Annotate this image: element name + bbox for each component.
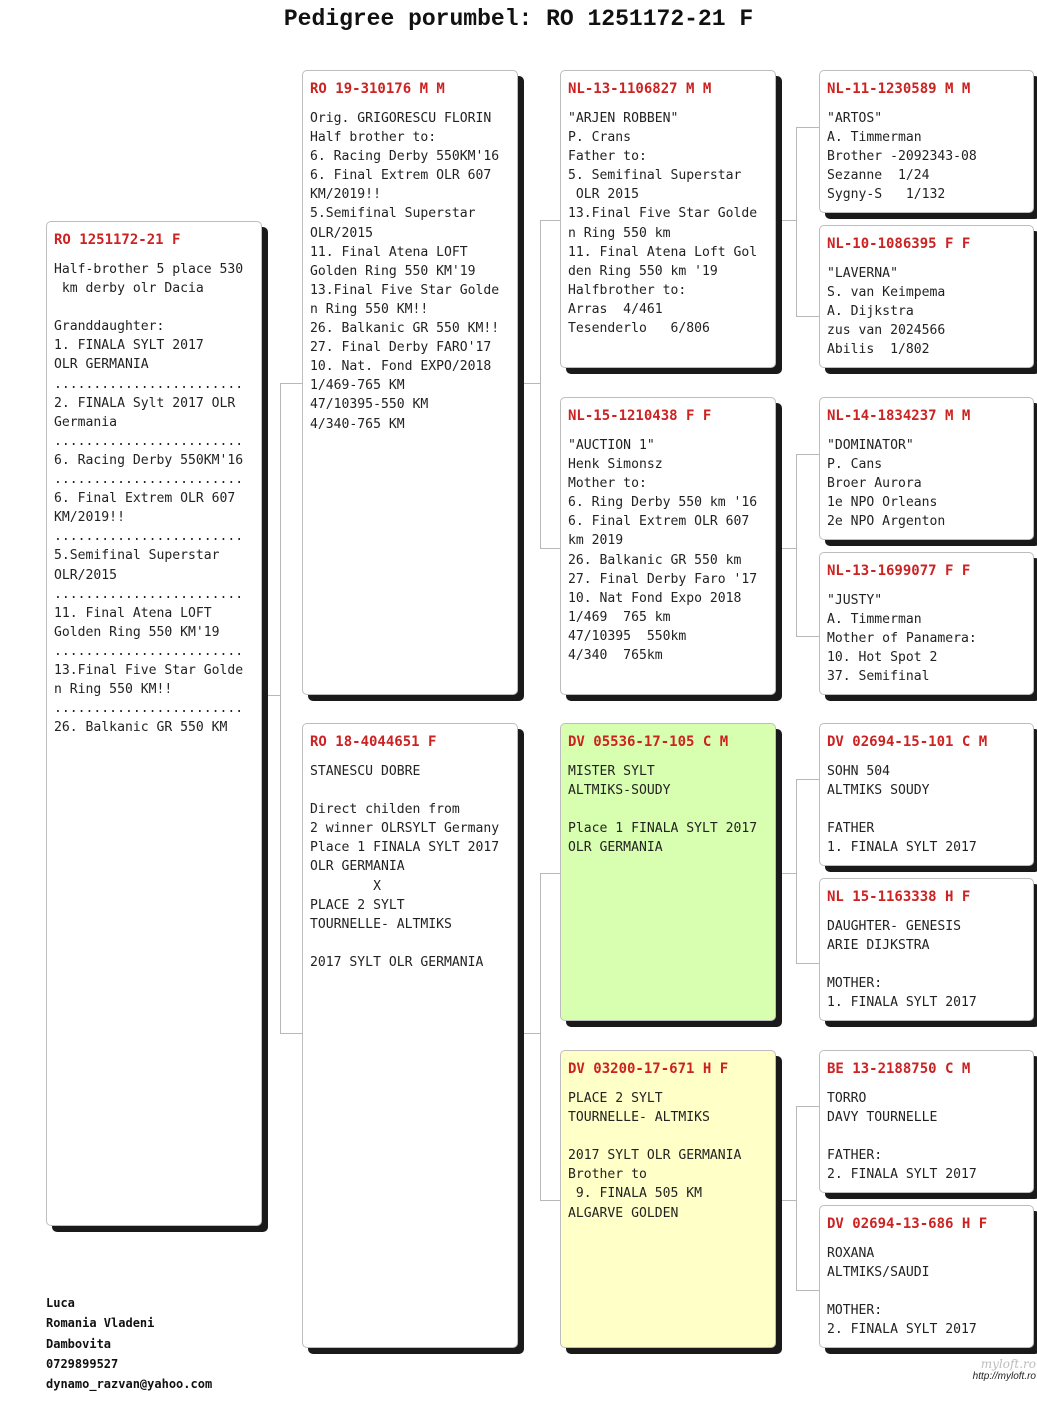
connector: [540, 873, 541, 1200]
ring-number: RO 18-4044651 F: [310, 734, 437, 750]
sire-dam-card: [560, 397, 776, 695]
detail-line: ........................: [54, 472, 244, 488]
detail-line: [568, 800, 768, 819]
pigeon-details: [827, 917, 1026, 1012]
detail-line: n Ring 550 km: [568, 225, 671, 241]
detail-line: Golden Ring 550 KM'19: [310, 263, 476, 279]
ring-number: NL-13-1106827 M M: [568, 81, 712, 97]
detail-line: 13.Final Five Star Golde: [310, 282, 500, 298]
detail-line: Half brother to:: [310, 130, 437, 146]
detail-line: 2017 SYLT OLR GERMANIA: [310, 954, 484, 970]
watermark-url[interactable]: http://myloft.ro: [972, 1371, 1036, 1382]
detail-line: ........................: [54, 701, 244, 717]
detail-line: ALTMIKS/SAUDI: [827, 1265, 930, 1281]
pigeon-details: [827, 436, 1026, 531]
detail-line: Tesenderlo 6/806: [568, 321, 710, 337]
detail-line: P. Cans: [827, 457, 883, 473]
detail-line: [827, 800, 1026, 819]
watermark: [958, 1357, 1036, 1382]
connector: [280, 383, 302, 384]
connector: [796, 127, 819, 128]
ring-number: BE 13-2188750 C M: [827, 1061, 971, 1077]
detail-line: "ARJEN ROBBEN": [568, 111, 679, 126]
detail-line: n Ring 550 KM!!: [54, 682, 173, 698]
detail-line: X: [310, 878, 381, 894]
detail-line: 6. Racing Derby 550KM'16: [310, 149, 500, 165]
detail-line: [827, 1127, 1026, 1146]
detail-line: [54, 298, 254, 317]
detail-line: "DOMINATOR": [827, 438, 914, 453]
detail-line: 13.Final Five Star Golde: [568, 206, 758, 222]
detail-line: MOTHER:: [827, 976, 883, 992]
owner-contact: [46, 1293, 212, 1394]
connector: [518, 1033, 540, 1034]
detail-line: [568, 1127, 768, 1146]
detail-line: 2017 SYLT OLR GERMANIA: [568, 1148, 742, 1164]
detail-line: 27. Final Derby FARO'17: [310, 340, 492, 356]
connector: [796, 963, 819, 964]
connector: [540, 220, 541, 548]
detail-line: DAUGHTER- GENESIS: [827, 919, 962, 934]
detail-line: OLR GERMANIA: [54, 357, 149, 373]
detail-line: FATHER: [827, 821, 875, 837]
detail-line: OLR GERMANIA: [568, 840, 663, 856]
ring-number: NL-14-1834237 M M: [827, 408, 971, 424]
detail-line: 1. FINALA SYLT 2017: [827, 995, 977, 1011]
detail-line: Brother to: [568, 1167, 647, 1183]
connector: [280, 1033, 302, 1034]
detail-line: 37. Semifinal: [827, 669, 930, 685]
detail-line: 6. Final Extrem OLR 607: [310, 168, 492, 184]
detail-line: 2e NPO Argenton: [827, 514, 946, 530]
ring-number: DV 05536-17-105 C M: [568, 734, 729, 750]
detail-line: Brother -2092343-08: [827, 149, 977, 165]
detail-line: 2. FINALA Sylt 2017 OLR: [54, 395, 236, 411]
detail-line: [827, 955, 1026, 974]
dam-dam-card: [560, 1050, 776, 1348]
detail-line: 10. Nat. Fond EXPO/2018: [310, 359, 492, 375]
owner-address-line: Dambovita: [46, 1336, 112, 1351]
detail-line: "LAVERNA": [827, 266, 898, 281]
owner-address-line: Romania Vladeni: [46, 1316, 155, 1331]
detail-line: 6. Racing Derby 550KM'16: [54, 452, 244, 468]
connector: [796, 316, 819, 317]
detail-line: km 2019: [568, 533, 624, 549]
detail-line: Mother to:: [568, 476, 647, 492]
dam-card: [302, 723, 518, 1348]
detail-line: A. Timmerman: [827, 612, 922, 628]
detail-line: DAVY TOURNELLE: [827, 1110, 938, 1126]
detail-line: "AUCTION 1": [568, 438, 655, 453]
detail-line: 47/10395-550 KM: [310, 397, 429, 413]
dam-sire-card: [560, 723, 776, 1021]
detail-line: Germania: [54, 414, 118, 430]
connector: [796, 1106, 819, 1107]
detail-line: Mother of Panamera:: [827, 631, 977, 647]
detail-line: Broer Aurora: [827, 476, 922, 492]
owner-email: dynamo_razvan@yahoo.com: [46, 1377, 213, 1392]
pigeon-details: [827, 1244, 1026, 1339]
pigeon-details: [310, 109, 510, 434]
ring-number: DV 02694-13-686 H F: [827, 1216, 988, 1232]
detail-line: P. Crans: [568, 130, 632, 146]
detail-line: 2. FINALA SYLT 2017: [827, 1167, 977, 1183]
detail-line: 5.Semifinal Superstar: [54, 548, 220, 564]
detail-line: FATHER:: [827, 1148, 883, 1164]
ring-number: RO 1251172-21 F: [54, 232, 181, 248]
detail-line: 11. Final Atena LOFT: [54, 605, 212, 621]
detail-line: 4/340 765km: [568, 648, 663, 664]
subject-card: [46, 221, 262, 1226]
detail-line: A. Timmerman: [827, 130, 922, 146]
great-grandparent-card: [819, 552, 1034, 695]
owner-name: Luca: [46, 1296, 75, 1310]
ring-number: NL-13-1699077 F F: [827, 563, 971, 579]
owner-phone: 0729899527: [46, 1356, 119, 1371]
great-grandparent-card: [819, 397, 1034, 540]
detail-line: Half-brother 5 place 530: [54, 262, 244, 277]
connector: [776, 548, 796, 549]
sire-sire-card: [560, 70, 776, 368]
watermark-logo: myloft.ro: [980, 1357, 1036, 1371]
detail-line: OLR 2015: [568, 187, 639, 203]
detail-line: 10. Hot Spot 2: [827, 650, 938, 666]
detail-line: 1/469-765 KM: [310, 378, 405, 394]
pigeon-details: [827, 109, 1026, 204]
ring-number: DV 03200-17-671 H F: [568, 1061, 729, 1077]
detail-line: A. Dijkstra: [827, 304, 914, 320]
pigeon-details: [54, 260, 254, 737]
detail-line: 10. Nat Fond Expo 2018: [568, 590, 742, 606]
detail-line: SOHN 504: [827, 764, 891, 779]
ring-number: NL-11-1230589 M M: [827, 81, 971, 97]
detail-line: Place 1 FINALA SYLT 2017: [310, 840, 500, 856]
detail-line: MISTER SYLT: [568, 764, 655, 779]
detail-line: Father to:: [568, 149, 647, 165]
connector: [540, 1200, 560, 1201]
detail-line: 2. FINALA SYLT 2017: [827, 1322, 977, 1338]
detail-line: 26. Balkanic GR 550 km: [568, 552, 742, 568]
detail-line: 6. Final Extrem OLR 607: [568, 514, 750, 530]
detail-line: TOURNELLE- ALTMIKS: [310, 916, 452, 932]
detail-line: ........................: [54, 529, 244, 545]
detail-line: KM/2019!!: [310, 187, 381, 203]
detail-line: Sygny-S 1/132: [827, 187, 946, 203]
connector: [776, 1200, 796, 1201]
detail-line: Abilis 1/802: [827, 342, 930, 358]
detail-line: [310, 934, 510, 953]
detail-line: Place 1 FINALA SYLT 2017: [568, 821, 758, 837]
detail-line: ALTMIKS-SOUDY: [568, 783, 671, 799]
detail-line: ROXANA: [827, 1246, 875, 1261]
detail-line: "ARTOS": [827, 111, 883, 126]
detail-line: OLR GERMANIA: [310, 859, 405, 875]
detail-line: Granddaughter:: [54, 319, 165, 335]
detail-line: ........................: [54, 376, 244, 392]
pigeon-details: [568, 1089, 768, 1223]
detail-line: Direct childen from: [310, 802, 460, 818]
ring-number: RO 19-310176 M M: [310, 81, 445, 97]
connector: [796, 454, 797, 636]
detail-line: Halfbrother to:: [568, 282, 687, 298]
sire-card: [302, 70, 518, 695]
detail-line: 27. Final Derby Faro '17: [568, 571, 758, 587]
great-grandparent-card: [819, 878, 1034, 1021]
detail-line: 11. Final Atena LOFT: [310, 244, 468, 260]
detail-line: OLR/2015: [54, 567, 118, 583]
detail-line: ........................: [54, 643, 244, 659]
detail-line: 2 winner OLRSYLT Germany: [310, 821, 500, 837]
detail-line: Henk Simonsz: [568, 457, 663, 473]
detail-line: n Ring 550 KM!!: [310, 301, 429, 317]
pigeon-details: [310, 762, 510, 972]
great-grandparent-card: [819, 1050, 1034, 1193]
detail-line: 1e NPO Orleans: [827, 495, 938, 511]
connector: [796, 779, 797, 963]
connector: [540, 548, 560, 549]
detail-line: 5. Semifinal Superstar: [568, 168, 742, 184]
detail-line: ........................: [54, 433, 244, 449]
detail-line: 6. Final Extrem OLR 607: [54, 491, 236, 507]
detail-line: TORRO: [827, 1091, 867, 1106]
detail-line: 1/469 765 km: [568, 609, 671, 625]
detail-line: 13.Final Five Star Golde: [54, 662, 244, 678]
detail-line: KM/2019!!: [54, 510, 125, 526]
detail-line: Arras 4/461: [568, 301, 663, 317]
detail-line: 5.Semifinal Superstar: [310, 206, 476, 222]
connector: [796, 1290, 819, 1291]
detail-line: 1. FINALA SYLT 2017: [827, 840, 977, 856]
detail-line: PLACE 2 SYLT: [310, 897, 405, 913]
detail-line: [310, 781, 510, 800]
detail-line: OLR/2015: [310, 225, 374, 241]
pigeon-details: [827, 762, 1026, 857]
pigeon-details: [827, 264, 1026, 359]
connector: [540, 220, 560, 221]
detail-line: STANESCU DOBRE: [310, 764, 421, 779]
connector: [262, 383, 263, 1033]
detail-line: zus van 2024566: [827, 323, 946, 339]
detail-line: 11. Final Atena Loft Gol: [568, 244, 758, 260]
connector: [540, 873, 560, 874]
detail-line: 47/10395 550km: [568, 628, 687, 644]
detail-line: [827, 1282, 1026, 1301]
ring-number: NL-15-1210438 F F: [568, 408, 712, 424]
ring-number: NL 15-1163338 H F: [827, 889, 971, 905]
detail-line: den Ring 550 km '19: [568, 263, 718, 279]
detail-line: ARIE DIJKSTRA: [827, 938, 930, 954]
connector: [796, 127, 797, 316]
connector: [262, 695, 280, 696]
ring-number: NL-10-1086395 F F: [827, 236, 971, 252]
detail-line: ........................: [54, 586, 244, 602]
detail-line: Orig. GRIGORESCU FLORIN: [310, 111, 492, 126]
connector: [796, 1106, 797, 1290]
pigeon-details: [827, 1089, 1026, 1184]
great-grandparent-card: [819, 723, 1034, 866]
detail-line: Golden Ring 550 KM'19: [54, 624, 220, 640]
detail-line: km derby olr Dacia: [54, 281, 204, 297]
great-grandparent-card: [819, 225, 1034, 368]
detail-line: ALGARVE GOLDEN: [568, 1205, 679, 1221]
great-grandparent-card: [819, 1205, 1034, 1348]
detail-line: 9. FINALA 505 KM: [568, 1186, 703, 1202]
connector: [776, 873, 796, 874]
connector: [796, 454, 819, 455]
connector: [776, 220, 796, 221]
page-title: Pedigree porumbel: RO 1251172-21 F: [283, 6, 754, 32]
detail-line: S. van Keimpema: [827, 285, 946, 301]
connector: [280, 383, 281, 1033]
detail-line: MOTHER:: [827, 1303, 883, 1319]
pigeon-details: [568, 436, 768, 665]
detail-line: "JUSTY": [827, 593, 883, 608]
great-grandparent-card: [819, 70, 1034, 213]
connector: [796, 779, 819, 780]
detail-line: Sezanne 1/24: [827, 168, 930, 184]
detail-line: 26. Balkanic GR 550 KM: [54, 720, 228, 736]
pigeon-details: [568, 762, 768, 857]
detail-line: 26. Balkanic GR 550 KM!!: [310, 321, 500, 337]
ring-number: DV 02694-15-101 C M: [827, 734, 988, 750]
detail-line: 1. FINALA SYLT 2017: [54, 338, 204, 354]
detail-line: 4/340-765 KM: [310, 416, 405, 432]
connector: [796, 636, 819, 637]
detail-line: ALTMIKS SOUDY: [827, 783, 930, 799]
pigeon-details: [568, 109, 768, 338]
detail-line: TOURNELLE- ALTMIKS: [568, 1110, 710, 1126]
detail-line: 6. Ring Derby 550 km '16: [568, 495, 758, 511]
connector: [518, 383, 540, 384]
detail-line: PLACE 2 SYLT: [568, 1091, 663, 1106]
pigeon-details: [827, 591, 1026, 686]
